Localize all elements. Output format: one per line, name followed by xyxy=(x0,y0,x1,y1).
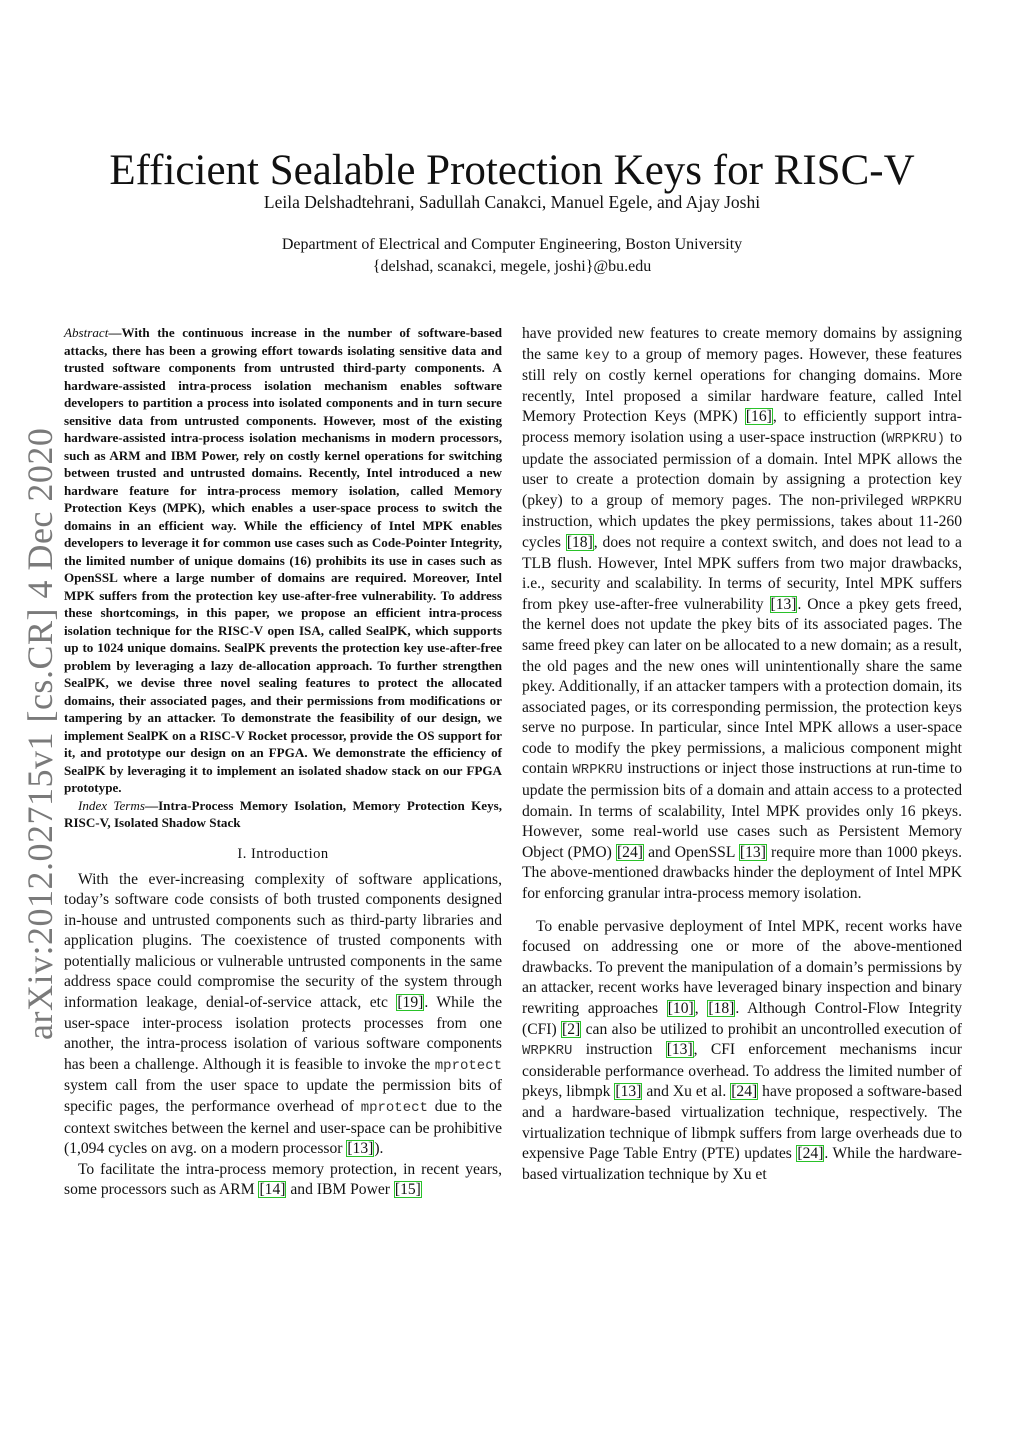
citation-link[interactable]: [13] xyxy=(666,1041,693,1059)
index-terms-label: Index Terms xyxy=(78,797,145,813)
citation-link[interactable]: [18] xyxy=(566,533,593,551)
paper-title: Efficient Sealable Protection Keys for RISC-V xyxy=(109,146,915,194)
inline-code: WRPKRU xyxy=(572,762,623,779)
citation-link[interactable]: [24] xyxy=(731,1083,758,1101)
inline-code: mprotect xyxy=(360,1100,428,1117)
right-column xyxy=(522,324,962,1185)
affiliation-block xyxy=(0,234,1024,278)
inline-code: mprotect xyxy=(434,1057,502,1074)
citation-link[interactable]: [19] xyxy=(397,994,424,1012)
citation-link[interactable]: [2] xyxy=(562,1020,581,1038)
abstract xyxy=(64,324,502,797)
citation-link[interactable]: [10] xyxy=(667,1000,694,1017)
citation-link[interactable]: [13] xyxy=(770,595,797,613)
citation-link[interactable]: [16] xyxy=(745,408,772,426)
citation-link[interactable]: [13] xyxy=(347,1140,374,1158)
citation-link[interactable]: [13] xyxy=(739,843,766,861)
author-list: Leila Delshadtehrani, Sadullah Canakci, Manuel Egele, and Ajay Joshi xyxy=(263,192,761,212)
index-terms-text: —Intra-Process Memory Isolation, Memory Protection Keys, RISC-V, Isolated Shadow Stack xyxy=(64,797,503,830)
abstract-label: Abstract xyxy=(64,325,109,340)
inline-code: WRPKRU) xyxy=(886,430,946,447)
left-column xyxy=(64,324,502,1201)
intro-paragraph-1: With the ever-increasing complexity of software applications, today’s software code consists of both trusted components designed in-house and untrusted components such as third-party libraries and application plugins. The coexistence of trusted components with potentially malicious or vulnerable untrusted components in the same address space could compromise the security of the system through information leakage, denial-of-service attack, etc [19]. While the user-space inter-process isolation protects processes from one another, the intra-process isolation of various software components has been a challenge. Although it is feasible to invoke the mprotect system call from the user space to update the permission bits of specific pages, the performance overhead of mprotect due to the context switches between the kernel and user-space can be prohibitive (1,094 cycles on avg. on a modern processor [13]). xyxy=(64,870,503,1158)
abstract-text: —With the continuous increase in the number of software-based attacks, there has been a growing effort towards isolating sensitive data and trusted software components from untrusted third-party components. A hardware-assisted intra-process isolation mechanism enables software developers to partition a process into isolated components and in turn secure sensitive data from untrusted components. However, most of the existing hardware-assisted intra-process isolation mechanisms in modern processors, such as ARM and IBM Power, rely on costly kernel operations for switching between trusted and untrusted domains. Recently, Intel introduced a new hardware feature for intra-process memory isolation, called Memory Protection Keys (MPK), which enables a user-space process to switch the domains in an efficient way. While the efficiency of Intel MPK enables developers to leverage it for common use cases such as Code-Pointer Integrity, the limited number of unique domains (16) prohibits its use in cases such as OpenSSL where a large number of domains are required. Moreover, Intel MPK suffers from the protection key use-after-free vulnerability. To address these shortcomings, in this paper, we propose an efficient intra-process isolation technique for the RISC-V open ISA, called SealPK, which supports up to 1024 unique domains. SealPK prevents the protection key use-after-free problem by leveraging a lazy de-allocation approach. To further strengthen SealPK, we devise three novel sealing features to protect the allocated domains, their associated pages, and their permissions from modifications or tampering by an attacker. To demonstrate the feasibility of our design, we implement SealPK on a RISC-V Rocket processor, provide the OS support for it, and prototype our design on an FPGA. We demonstrate the efficiency of SealPK by leveraging it to implement an isolated shadow stack on our FPGA prototype. xyxy=(64,325,502,795)
citation-link[interactable]: [24] xyxy=(797,1145,824,1163)
paragraph-spacer xyxy=(522,905,962,917)
inline-code: WRPKRU xyxy=(911,493,962,510)
inline-code: WRPKRU xyxy=(522,1043,573,1060)
index-terms xyxy=(64,797,502,832)
right-paragraph-2: To enable pervasive deployment of Intel MPK, recent works have focused on addressing one or more of the above-mentioned drawbacks. To prevent the manipulation of a domain’s permissions by an attacker, recent works have leveraged binary inspection and binary rewriting approaches [10], [18]. Although Control-Flow Integrity (CFI) [2] can also be utilized to prohibit an uncontrolled execution of WRPKRU instruction [13], CFI enforcement mechanisms incur considerable performance overhead. To address the limited number of pkeys, libmpk [13] and Xu et al. [24] have proposed a software-based and a hardware-based virtualization technique, respectively. The virtualization technique of libmpk suffers from large overheads due to expensive Page Table Entry (PTE) updates [24]. While the hardware-based virtualization technique by Xu et xyxy=(522,917,963,1183)
author-emails: {delshad, scanakci, megele, joshi}@bu.edu xyxy=(372,258,652,275)
intro-paragraph-2: To facilitate the intra-process memory protection, in recent years, some processors such as ARM [14] and IBM Power [15] xyxy=(64,1160,502,1199)
citation-link[interactable]: [14] xyxy=(259,1181,286,1199)
inline-code: key xyxy=(584,347,610,364)
citation-link[interactable]: [24] xyxy=(616,843,643,861)
right-paragraph-1: have provided new features to create memory domains by assigning the same key to a group of memory pages. However, these features still rely on costly kernel operations for changing domains. More recently, Intel proposed a similar hardware feature, called Intel Memory Protection Keys (MPK) [16], to efficiently support intra-process memory isolation using a user-space instruction (WRPKRU) to update the associated permission of a domain. Intel MPK allows the user to create a protection domain by assigning a protection key (pkey) to a group of memory pages. The non-privileged WRPKRU instruction, which updates the pkey permissions, takes about 11-260 cycles [18], does not require a context switch, and does not lead to a TLB flush. However, Intel MPK suffers from two major drawbacks, i.e., security and scalability. In terms of security, Intel MPK suffers from pkey use-after-free vulnerability [13]. Once a pkey gets freed, the kernel does not update the pkey bits of its associated pages. The same freed pkey can later on be allocated to a new domain; as a result, the old pages and the new ones will unintentionally share the same pkey. Additionally, if an attacker tampers with a protection domain, its associated pages, or its corresponding permission, the protection keys serve no purpose. In particular, since Intel MPK allows a user-space code to modify the pkey permissions, a malicious component might contain WRPKRU instructions or inject those instructions at run-time to update the permission bits of a domain and attain access to a protected domain. In terms of scalability, Intel MPK provides only 16 pkeys. However, some real-world use cases such as Persistent Memory Object (PMO) [24] and OpenSSL [13] require more than 1000 pkeys. The above-mentioned drawbacks hinder the deployment of Intel MPK for enforcing granular intra-process memory isolation. xyxy=(522,325,963,903)
section-heading-introduction: I. Introduction xyxy=(237,845,329,862)
affiliation-department: Department of Electrical and Computer Engineering, Boston University xyxy=(281,236,743,253)
citation-link[interactable]: [18] xyxy=(708,1000,735,1017)
arxiv-identifier: arXiv:2012.02715v1 [cs.CR] 4 Dec 2020 xyxy=(20,427,60,1040)
citation-link[interactable]: [13] xyxy=(615,1083,642,1101)
citation-link[interactable]: [15] xyxy=(394,1181,421,1199)
